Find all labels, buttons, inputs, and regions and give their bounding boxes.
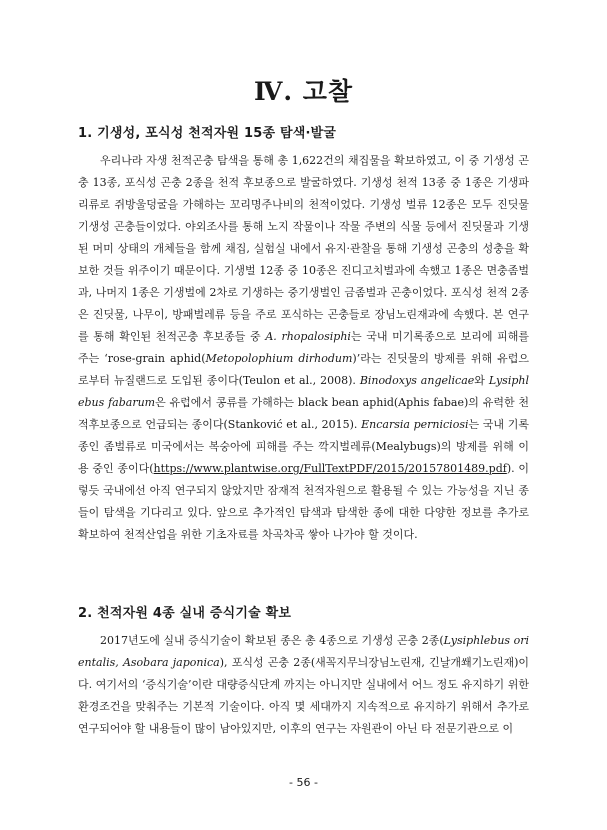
text-run: )’라는 진딧물의 방제를 위해 유럽으로부터 뉴질랜드로 도입된 종이다(Teulon et al., 2008). — [78, 352, 529, 387]
species-name: Encarsia perniciosi — [361, 418, 469, 431]
text-run: 은 유럽에서 콩류를 가해하는 black bean aphid(Aphis fabae)의 유력한 천적후보종으로 언급되는 종이다(Stanković et al., 2015). — [78, 396, 530, 431]
text-run: ). 이렇듯 국내에선 아직 연구되지 않았지만 잠재적 천적자원으로 활용될 수 있는 가능성을 지닌 종들이 탐색을 기다리고 있다. 앞으로 추가적인 탐색과 탐색한 종에 대한 다양한 정보를 추가로 확보하여 천적산업을 위한 기초자료를 차곡차곡 쌓아 나가야 할 것이다. — [78, 462, 529, 541]
section-2-paragraph — [78, 630, 529, 740]
chapter-title: Ⅳ. 고찰 — [253, 77, 354, 106]
species-name: A. rhopalosiphi — [265, 330, 351, 343]
text-run: ), 포식성 곤충 2종(새꼭지무늬장님노린재, 긴날개쐐기노린재)이다. 여기서의 ‘증식기술’이란 대량증식단계 까지는 아니지만 실내에서 어느 정도 유지하기 위한 환경조건을 맞춰주는 기본적 기술이다. 아직 몇 세대까지 지속적으로 유지하기 위해서 추가로 연구되어야 할 내용들이 많이 남아있지만, 이후의 연구는 자원관이 아닌 타 전문기관으로 이 — [78, 656, 529, 735]
reference-link[interactable]: https://www.plantwise.org/FullTextPDF/2015/20157801489.pdf — [153, 462, 507, 475]
species-name: Binodoxys angelicae — [359, 374, 475, 387]
page-number: - 56 - — [289, 776, 318, 789]
text-run: 와 — [474, 374, 489, 387]
section-heading-2: 2. 천적자원 4종 실내 증식기술 확보 — [78, 606, 292, 621]
species-name: Metopolophium dirhodum — [205, 352, 353, 365]
species-name: Lysiphlebus orientalis, Asobara japonica — [78, 634, 529, 669]
section-heading-1: 1. 기생성, 포식성 천적자원 15종 탐색·발굴 — [78, 126, 337, 141]
text-run: 2017년도에 실내 증식기술이 확보된 종은 총 4종으로 기생성 곤충 2종( — [100, 634, 444, 647]
text-run: 우리나라 자생 천적곤충 탐색을 통해 총 1,622건의 채집물을 확보하였고, 이 중 기생성 곤충 13종, 포식성 곤충 2종을 천적 후보종으로 발굴하였다. 기생성 천적 13종 중 1종은 기생파리류로 쥐방울덩굴을 가해하는 꼬리명주나비의 천적이었다. 기생성 벌류 12종은 모두 진딧물 기생성 곤충들이었다. 야외조사를 통해 노지 작물이나 작물 주변의 식물 등에서 진딧물과 기생된 머미 상태의 개체들을 함께 채집, 실험실 내에서 유지·관찰을 통해 기생성 곤충의 성충을 확보한 것들 위주이기 때문이다. 기생벌 12종 중 10종은 진디고치벌과에 속했고 1종은 면충좀벌과, 나머지 1종은 기생벌에 2차로 기생하는 중기생벌인 금좀벌과 곤충이었다. 포식성 천적 2종은 진딧물, 나무이, 방패벌레류 등을 주로 포식하는 곤충들로 장님노린재과에 속했다. 본 연구를 통해 확인된 천적곤충 후보종들 중 — [78, 154, 529, 343]
text-run: 는 국내 기록종인 좀벌류로 미국에서는 복숭아에 피해를 주는 깍지벌레류(Mealybugs)의 방제를 위해 이용 중인 종이다( — [78, 418, 529, 475]
text-run: 는 국내 미기록종으로 보리에 피해를 주는 ‘rose-grain aphid( — [78, 330, 529, 365]
species-name: Lysiphlebus fabarum — [78, 374, 529, 409]
section-1-paragraph — [78, 150, 529, 546]
